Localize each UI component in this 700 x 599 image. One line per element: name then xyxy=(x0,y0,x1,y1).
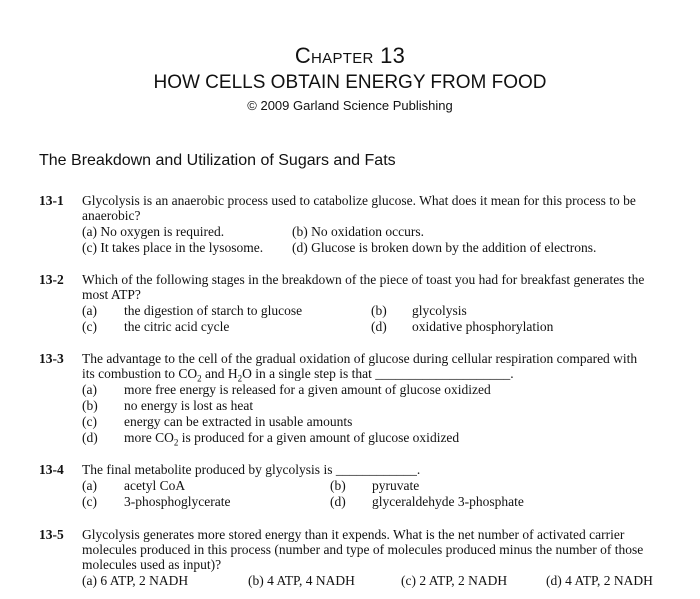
answer-option-c-letter: (c) xyxy=(82,319,97,334)
chapter-title: HOW CELLS OBTAIN ENERGY FROM FOOD xyxy=(153,72,547,93)
answer-option-b[interactable]: glycolysis xyxy=(412,303,467,318)
answer-option-c[interactable]: (c) 2 ATP, 2 NADH xyxy=(401,573,508,588)
question-text: Which of the following stages in the breakdown of the piece of toast you had for breakfast generates the xyxy=(82,272,645,287)
text-fragment: more CO xyxy=(124,430,174,445)
question-text: molecules produced in this process (number and type of molecules produced minus the number of those xyxy=(82,542,644,557)
answer-blank[interactable]: ____________ xyxy=(335,462,417,477)
answer-option-b[interactable]: no energy is lost as heat xyxy=(124,398,254,413)
text-fragment: is produced for a given amount of glucose oxidized xyxy=(178,430,460,445)
answer-option-b[interactable]: (b) 4 ATP, 4 NADH xyxy=(248,573,355,588)
question-number: 13-2 xyxy=(39,272,64,287)
subscript: 2 xyxy=(197,373,202,384)
section-title: The Breakdown and Utilization of Sugars and Fats xyxy=(39,152,396,169)
answer-option-c-letter: (c) xyxy=(82,494,97,509)
answer-option-d[interactable]: (d) Glucose is broken down by the addition of electrons. xyxy=(292,240,597,255)
subscript: 2 xyxy=(237,373,243,384)
answer-option-b-letter: (b) xyxy=(82,398,98,413)
period: . xyxy=(416,462,421,477)
answer-option-b[interactable]: (b) No oxidation occurs. xyxy=(292,224,424,239)
answer-option-a-letter: (a) xyxy=(82,478,97,493)
question-text xyxy=(82,462,420,478)
answer-option-b[interactable]: pyruvate xyxy=(372,478,420,493)
question-text: most ATP? xyxy=(82,287,141,302)
answer-option-a[interactable]: more free energy is released for a given amount of glucose oxidized xyxy=(124,382,491,397)
question-text: molecules used as input)? xyxy=(82,557,222,572)
question-number: 13-5 xyxy=(39,527,64,542)
subscript: 2 xyxy=(173,437,179,448)
answer-option-a[interactable]: the digestion of starch to glucose xyxy=(124,303,303,318)
text-fragment: O in a single step is that xyxy=(242,366,372,381)
answer-option-a-letter: (a) xyxy=(82,303,97,318)
answer-option-b-letter: (b) xyxy=(371,303,387,318)
question-text: Glycolysis is an anaerobic process used to catabolize glucose. What does it mean for this process to be xyxy=(82,193,636,208)
question-number: 13-4 xyxy=(39,462,64,477)
answer-option-a[interactable]: (a) 6 ATP, 2 NADH xyxy=(82,573,189,588)
text-fragment: and H xyxy=(201,366,238,381)
answer-option-c[interactable]: 3-phosphoglycerate xyxy=(124,494,231,509)
text-fragment: The final metabolite produced by glycolysis is xyxy=(82,462,333,477)
answer-option-c[interactable]: (c) It takes place in the lysosome. xyxy=(82,240,264,255)
question-text: Glycolysis generates more stored energy than it expends. What is the net number of activated carrier xyxy=(82,527,625,542)
answer-blank[interactable]: ____________________ xyxy=(375,366,511,381)
answer-option-d[interactable]: glyceraldehyde 3-phosphate xyxy=(372,494,524,509)
chapter-heading: Chapter 13 xyxy=(294,43,406,68)
answer-option-c-letter: (c) xyxy=(82,414,97,429)
answer-option-a[interactable]: acetyl CoA xyxy=(124,478,186,493)
question-number: 13-1 xyxy=(39,193,64,208)
period: . xyxy=(510,366,514,381)
answer-option-d[interactable]: oxidative phosphorylation xyxy=(412,319,554,334)
answer-option-c[interactable]: energy can be extracted in usable amounts xyxy=(124,414,353,429)
answer-option-d[interactable] xyxy=(124,430,459,451)
answer-option-a-letter: (a) xyxy=(82,382,97,397)
answer-option-d-letter: (d) xyxy=(82,430,98,445)
text-fragment: its combustion to CO xyxy=(82,366,198,381)
question-text: anaerobic? xyxy=(82,208,141,223)
question-number: 13-3 xyxy=(39,351,64,366)
answer-option-d-letter: (d) xyxy=(371,319,387,334)
answer-option-d-letter: (d) xyxy=(330,494,346,509)
question-text: The advantage to the cell of the gradual oxidation of glucose during cellular respiration compared with xyxy=(82,351,638,366)
copyright-line: © 2009 Garland Science Publishing xyxy=(247,98,453,113)
answer-option-c[interactable]: the citric acid cycle xyxy=(124,319,230,334)
answer-option-a[interactable]: (a) No oxygen is required. xyxy=(82,224,225,239)
answer-option-d[interactable]: (d) 4 ATP, 2 NADH xyxy=(546,573,653,588)
answer-option-b-letter: (b) xyxy=(330,478,346,493)
